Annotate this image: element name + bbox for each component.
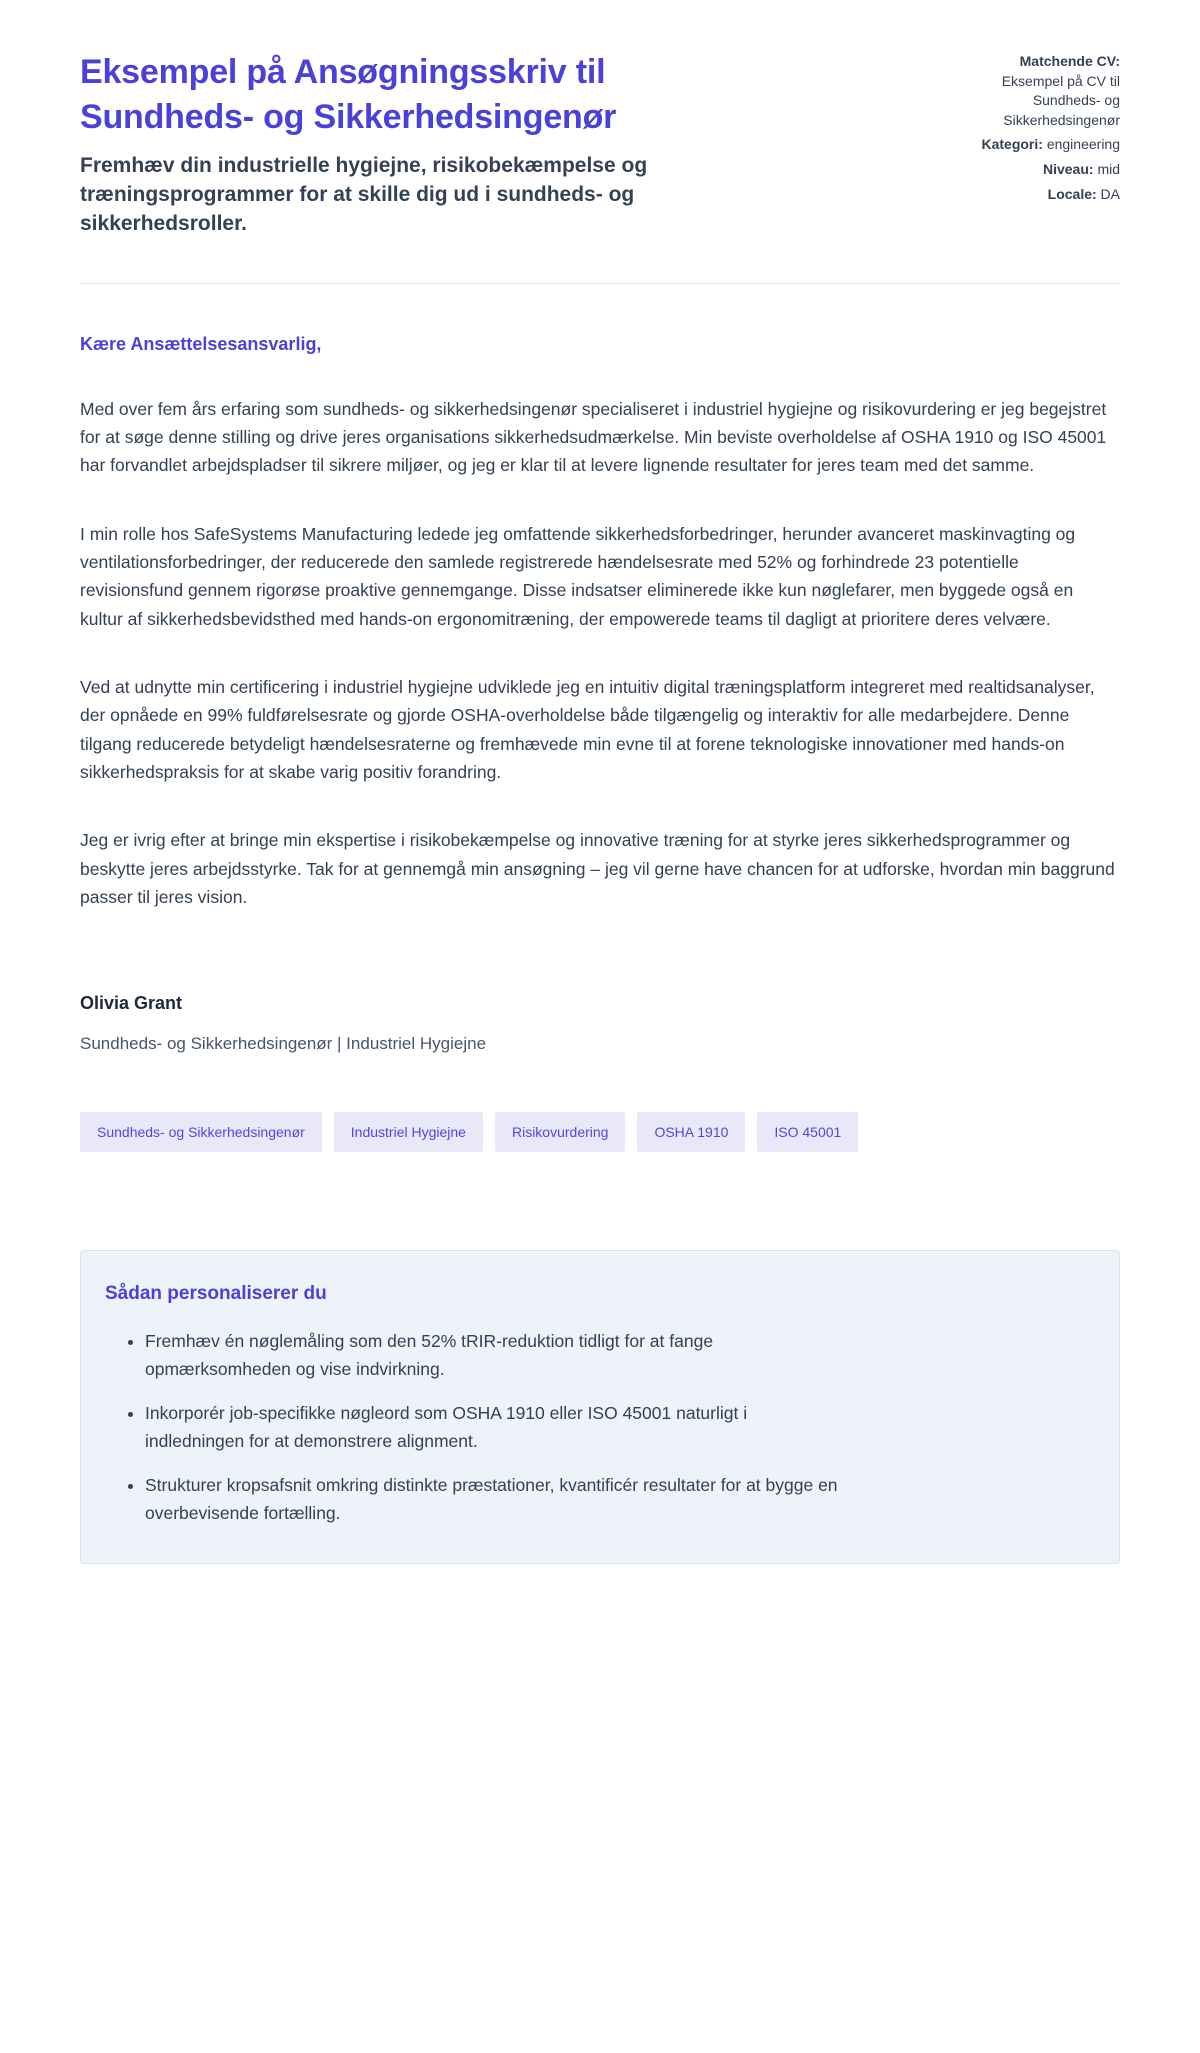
- tips-list: [105, 1327, 1095, 1527]
- tips-title: Sådan personaliserer du: [105, 1283, 327, 1305]
- meta-value: DA: [1100, 185, 1120, 202]
- tag-chip[interactable]: OSHA 1910: [637, 1112, 745, 1152]
- letter-paragraph: Jeg er ivrig efter at bringe min ekspertise i risikobekæmpelse og innovative træning for at styrke jeres sikkerhedsprogrammer og beskytte jeres arbejdsstyrke. Tak for at gennemgå min ansøgning – jeg vil gerne have chancen for at udforske, hvordan min baggrund passer til jeres vision.: [80, 830, 1115, 908]
- header-title-block: [80, 50, 730, 239]
- signature-name: Olivia Grant: [80, 993, 183, 1014]
- tag-chip[interactable]: ISO 45001: [757, 1112, 858, 1152]
- meta-locale: [945, 185, 1120, 205]
- tag-chip[interactable]: Sundheds- og Sikkerhedsingenør: [80, 1112, 322, 1152]
- page-subtitle: Fremhæv din industrielle hygiejne, risikobekæmpelse og træningsprogrammer for at skille dig ud i sundheds- og sikkerhedsroller.: [80, 153, 648, 235]
- meta-matching-cv: [945, 52, 1120, 130]
- cover-letter-page: [80, 0, 1120, 1564]
- tip-item: • Strukturer kropsafsnit omkring distinkte præstationer, kvantificér resultater for at bygge en overbevisende fortælling.: [145, 1471, 845, 1527]
- tag-chip[interactable]: Industriel Hygiejne: [334, 1112, 483, 1152]
- tag-list: [80, 1112, 1120, 1152]
- meta-label: Niveau:: [1042, 160, 1094, 177]
- meta-value: engineering: [1046, 136, 1120, 153]
- tip-item: • Fremhæv én nøglemåling som den 52% tRIR-reduktion tidligt for at fange opmærksomheden og vise indvirkning.: [145, 1327, 845, 1383]
- letter-body: [80, 395, 1120, 912]
- page-header: [80, 50, 1120, 239]
- meta-label: Kategori:: [981, 136, 1043, 153]
- letter-paragraph: Ved at udnytte min certificering i industriel hygiejne udviklede jeg en intuitiv digital træningsplatform integreret med realtidsanalyser, der opnåede en 99% fuldførelsesrate og gjorde OSHA-overholdelse både tilgængelig og interaktiv for alle medarbejdere. Denne tilgang reducerede betydeligt hændelsesraterne og fremhævede min evne til at forene teknologiske innovationer med hands-on sikkerhedspraksis for at skabe varig positiv forandring.: [80, 677, 1095, 783]
- meta-value: Eksempel på CV til Sundheds- og Sikkerhedsingenør: [1001, 72, 1120, 128]
- letter-paragraph: I min rolle hos SafeSystems Manufacturing ledede jeg omfattende sikkerhedsforbedringer, herunder avanceret maskinvagting og ventilationsforbedringer, der reducerede den samlede registrerede hændelsesrate med 52% og forhindrede 23 potentielle revisionsfund gennem rigorøse proaktive gennemgange. Disse indsatser eliminerede ikke kun nøglefarer, men byggede også en kultur af sikkerhedsbevidsthed med hands-on ergonomitræning, der empowerede teams til dagligt at prioritere deres velvære.: [80, 523, 1076, 629]
- signature-role: Sundheds- og Sikkerhedsingenør | Industriel Hygiejne: [80, 1034, 487, 1054]
- letter-paragraph: Med over fem års erfaring som sundheds- og sikkerhedsingenør specialiseret i industriel hygiejne og risikovurdering er jeg begejstret for at søge denne stilling og drive jeres organisations sikkerhedsudmærkelse. Min beviste overholdelse af OSHA 1910 og ISO 45001 har forvandlet arbejdspladser til sikrere miljøer, og jeg er klar til at levere lignende resultater for jeres team med det samme.: [80, 398, 1107, 476]
- page-title: Eksempel på Ansøgningsskriv til Sundheds- og Sikkerhedsingenør: [80, 53, 617, 136]
- meta-level: [945, 160, 1120, 180]
- meta-value: mid: [1097, 160, 1120, 177]
- letter-greeting: Kære Ansættelsesansvarlig,: [80, 333, 322, 354]
- meta-label: Locale:: [1047, 185, 1097, 202]
- document-meta: [945, 50, 1120, 209]
- meta-label: Matchende CV:: [1019, 53, 1120, 69]
- header-divider: [80, 283, 1120, 284]
- tip-item: • Inkorporér job-specifikke nøgleord som OSHA 1910 eller ISO 45001 naturligt i indledningen for at demonstrere alignment.: [145, 1399, 845, 1455]
- meta-category: [945, 135, 1120, 155]
- personalization-tips-box: [80, 1250, 1120, 1564]
- tag-chip[interactable]: Risikovurdering: [495, 1112, 625, 1152]
